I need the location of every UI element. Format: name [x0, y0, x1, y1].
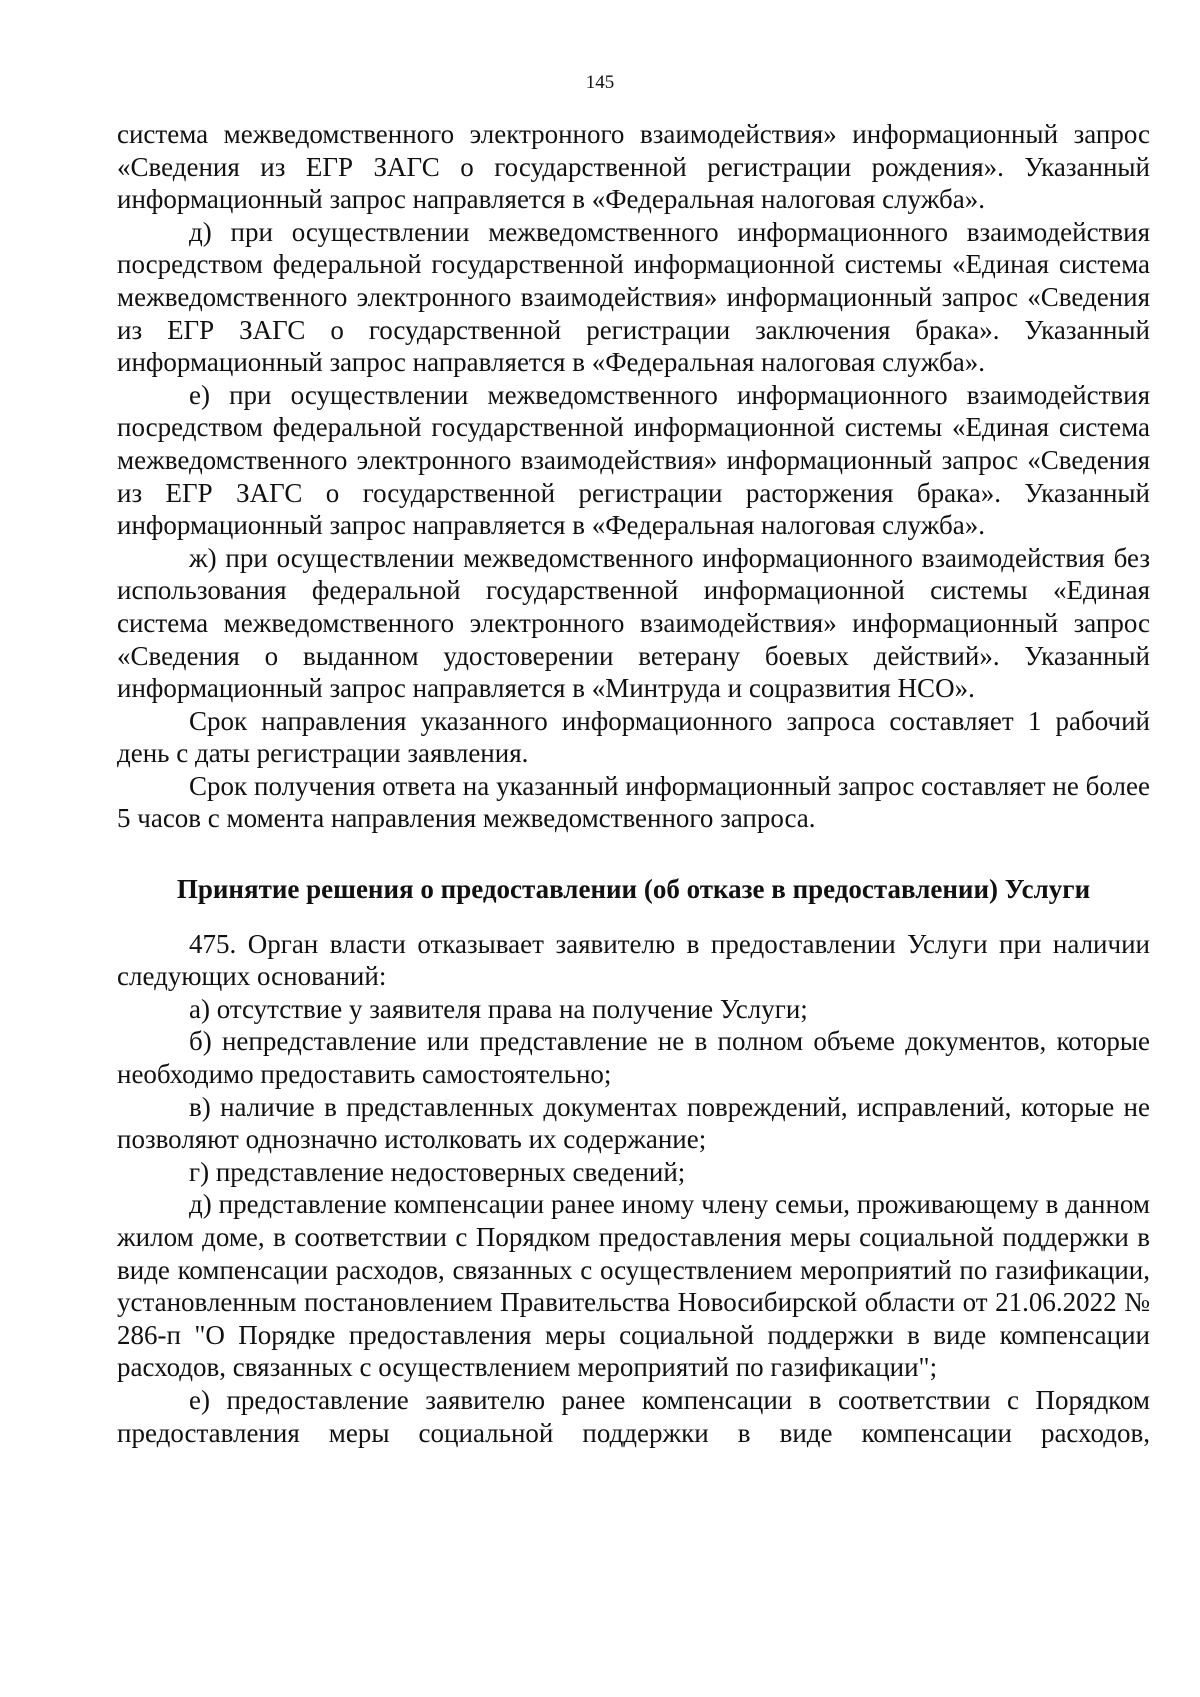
- paragraph: система межведомственного электронного взаимодействия» информационный запрос «Сведения из ЕГР ЗАГС о государственной регистрации рождения». Указанный информационный запрос направляется в «Федеральная налоговая служба».: [117, 119, 1150, 215]
- paragraph: е) при осуществлении межведомственного информационного взаимодействия посредством федеральной государственной информационной системы «Единая система межведомственного электронного взаимодействия» информационный запрос «Сведения из ЕГР ЗАГС о государственной регистрации расторжения брака». Указанный информационный запрос направляется в «Федеральная налоговая служба».: [117, 379, 1150, 541]
- paragraph: д) при осуществлении межведомственного информационного взаимодействия посредством федеральной государственной информационной системы «Единая система межведомственного электронного взаимодействия» информационный запрос «Сведения из ЕГР ЗАГС о государственной регистрации заключения брака». Указанный информационный запрос направляется в «Федеральная налоговая служба».: [117, 216, 1150, 378]
- paragraphs-before-heading: [117, 118, 1150, 835]
- document-body: [117, 118, 1150, 1449]
- paragraph: д) представление компенсации ранее иному члену семьи, проживающему в данном жилом доме, в соответствии с Порядком предоставления меры социальной поддержки в виде компенсации расходов, связанных с осуществлением мероприятий по газификации, установленным постановлением Правительства Новосибирской области от 21.06.2022 № 286-п "О Порядке предоставления меры социальной поддержки в виде компенсации расходов, связанных с осуществлением мероприятий по газификации";: [117, 1189, 1150, 1383]
- paragraph: е) предоставление заявителю ранее компенсации в соответствии с Порядком предоставления меры социальной поддержки в виде компенсации расходов,: [117, 1384, 1150, 1448]
- paragraphs-after-heading: [117, 928, 1150, 1450]
- paragraph: в) наличие в представленных документах повреждений, исправлений, которые не позволяют однозначно истолковать их содержание;: [117, 1091, 1150, 1155]
- page-number: 145: [585, 72, 615, 93]
- paragraph: 475. Орган власти отказывает заявителю в предоставлении Услуги при наличии следующих оснований:: [117, 928, 1150, 992]
- paragraph: Срок получения ответа на указанный информационный запрос составляет не более 5 часов с момента направления межведомственного запроса.: [117, 770, 1150, 834]
- paragraph: б) непредставление или представление не в полном объеме документов, которые необходимо предоставить самостоятельно;: [117, 1026, 1150, 1090]
- section-heading: Принятие решения о предоставлении (об отказе в предоставлении) Услуги: [176, 874, 1091, 905]
- paragraph: а) отсутствие у заявителя права на получение Услуги;: [189, 993, 808, 1024]
- paragraph: ж) при осуществлении межведомственного информационного взаимодействия без использования федеральной государственной информационной системы «Единая система межведомственного электронного взаимодействия» информационный запрос «Сведения о выданном удостоверении ветерану боевых действий». Указанный информационный запрос направляется в «Минтруда и соцразвития НСО».: [117, 542, 1150, 704]
- paragraph: г) представление недостоверных сведений;: [189, 1156, 686, 1187]
- paragraph: Срок направления указанного информационного запроса составляет 1 рабочий день с даты регистрации заявления.: [117, 705, 1150, 769]
